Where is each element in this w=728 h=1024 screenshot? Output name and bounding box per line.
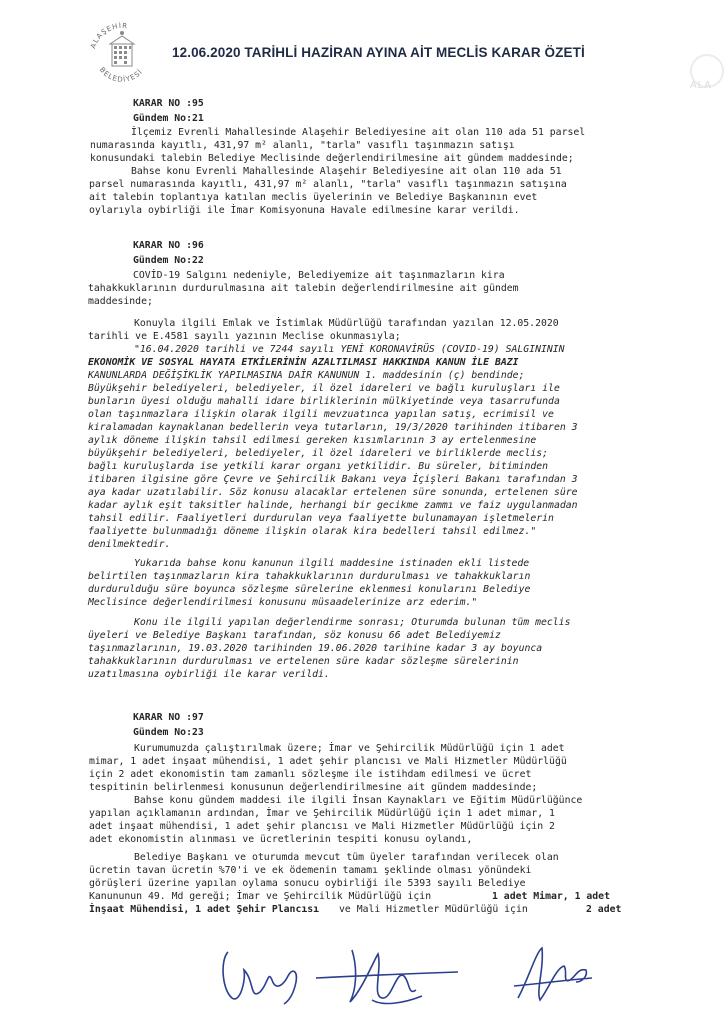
watermark-text: ALA [690, 80, 712, 91]
text-line: parsel numarasında kayıtlı, 431,97 m² alanlı, "tarla" vasıflı taşınmazın satışına [89, 179, 567, 190]
text-line: mimar, 1 adet inşaat mühendisi, 1 adet şehir plancısı ve Mali Hizmetler Müdürlüğü [89, 756, 567, 767]
text-line: kadar aylık eşit taksitler halinde, herhangi bir gecikme zammı ve faiz uygulanmadan [88, 500, 578, 511]
text-line: tespitinin belirlenmesi konusunun değerlendirilmesine ait gündem maddesinde; [89, 782, 538, 793]
signature-2 [312, 940, 462, 1020]
text-line: tarihli ve E.4581 sayılı yazının Meclise okunmasıyla; [88, 331, 401, 342]
text-line: yapılan açıklamanın ardından, İmar ve Şehircilik Müdürlüğü için 1 adet mimar, 1 [89, 808, 555, 819]
svg-text:ALAŞEHİR: ALAŞEHİR [89, 21, 129, 50]
text-line: numarasında kayıtlı, 431,97 m² alanlı, "tarla" vasıflı taşınmazın satışı [90, 140, 515, 151]
text-line: EKONOMİK VE SOSYAL HAYATA ETKİLERİNİN AZALTILMASI HAKKINDA KANUN İLE BAZI [88, 357, 519, 368]
text-line: oylarıyla oybirliği ile İmar Komisyonuna Havale edilmesine karar verildi. [89, 205, 520, 216]
karar-no-95: KARAR NO :95 [133, 98, 204, 109]
text-line: aya kadar uzatılabilir. Söz konusu alacaklar ertelenen süre sonunda, ertelenen süre [88, 487, 578, 498]
svg-text:BELEDİYESİ: BELEDİYESİ [97, 65, 145, 84]
gundem-no-23: Gündem No:23 [133, 727, 204, 738]
text-line: İlçemiz Evrenli Mahallesinde Alaşehir Belediyesine ait olan 110 ada 51 parsel [131, 127, 586, 138]
signature-3 [506, 940, 596, 1020]
text-line: faaliyette bulunmadığı döneme ilişkin olarak kira bedelleri tahsil edilmez." [88, 526, 537, 537]
gundem-no-22: Gündem No:22 [133, 255, 204, 266]
bold-text: İnşaat Mühendisi, 1 adet Şehir Plancısı [89, 904, 320, 915]
signature-1 [210, 940, 310, 1020]
text-line: bunların üyesi olduğu mahalli idare birliklerinin mülkiyetinde veya tasarrufunda [88, 396, 560, 407]
text-line: tahsil edilir. Faaliyetleri durdurulan veya faaliyette bulunamayan işletmelerin [88, 513, 554, 524]
page-title: 12.06.2020 TARİHLİ HAZİRAN AYINA AİT MECLİS KARAR ÖZETİ [172, 45, 585, 60]
text-line: Yukarıda bahse konu kanunun ilgili maddesine istinaden ekli listede [134, 558, 530, 569]
text-line: üyeleri ve Belediye Başkanı tarafından, söz konusu 66 adet Belediyemiz [88, 630, 501, 641]
text-line: Bahse konu gündem maddesi ile ilgili İnsan Kaynakları ve Eğitim Müdürlüğünce [134, 795, 583, 806]
text-line: adet inşaat mühendisi, 1 adet şehir plancısı ve Mali Hizmetler Müdürlüğü için 2 [89, 821, 555, 832]
text-line: adet ekonomistin alınması ve ücretlerinin tespiti konusu oylandı, [89, 834, 473, 845]
text-line: durdurulduğu süre boyunca sözleşme sürelerine eklenmesi konularını Belediye [88, 584, 531, 595]
text-line: "16.04.2020 tarihli ve 7244 sayılı YENİ KORONAVİRÜS (COVID-19) SALGINININ [134, 344, 565, 355]
text-line: aylık döneme ilişkin tahsil edilmesi gereken kısımlarının 3 ay ertelenmesine [88, 435, 537, 446]
text-line: Konu ile ilgili yapılan değerlendirme sonrası; Oturumda bulunan tüm meclis [134, 617, 571, 628]
text-line: bağlı kuruluşlarda ise yetkili karar organı yetkilidir. Bu süreler, bitiminden [88, 461, 549, 472]
karar-no-97: KARAR NO :97 [133, 712, 204, 723]
text-line: uzatılmasına oybirliği ile karar verildi. [88, 669, 330, 680]
bold-text: 1 adet Mimar, 1 adet [492, 891, 610, 902]
text-line: tahakkuklarının durdurulmasına ait talebin değerlendirilmesine ait gündem [88, 283, 519, 294]
text-line: Kanununun 49. Md gereği; İmar ve Şehircilik Müdürlüğü için [89, 891, 432, 902]
karar-no-96: KARAR NO :96 [133, 240, 204, 251]
text-line: Belediye Başkanı ve oturumda mevcut tüm üyeler tarafından verilecek olan [134, 852, 559, 863]
text-line: ait talebin toplantıya katılan meclis üyelerinin ve Belediye Başkanının evet [89, 192, 538, 203]
gundem-no-21: Gündem No:21 [133, 113, 204, 124]
text-line: Kurumumuzda çalıştırılmak üzere; İmar ve Şehircilik Müdürlüğü için 1 adet [134, 743, 565, 754]
text-line: tahakkuklarının durdurulması ve ertelenen süre kadar sözleşme sürelerinin [88, 656, 519, 667]
text-line: COVİD-19 Salgını nedeniyle, Belediyemize ait taşınmazların kira [133, 270, 505, 281]
text-line: denilmektedir. [88, 539, 171, 550]
text-line: Büyükşehir belediyeleri, belediyeler, il özel idareleri ve bağlı kuruluşları ile [88, 383, 560, 394]
text-line: olan taşınmazlara ilişkin olarak ilgili mevzuatınca yapılan satış, ecrimisil ve [88, 409, 554, 420]
bold-text: 2 adet [586, 904, 622, 915]
text-line: belirtilen taşınmazların kira tahakkuklarının durdurulması ve tahakkukların [88, 571, 531, 582]
text-line: konusundaki talebin Belediye Meclisinde değerlendirilmesine ait gündem maddesinde; [90, 153, 574, 164]
text-line: görüşleri üzerine yapılan oylama sonucu oybirliği ile 5393 sayılı Belediye [89, 878, 526, 889]
text-line: taşınmazlarının, 19.03.2020 tarihinden 19.06.2020 tarihine kadar 3 ay boyunca [88, 643, 543, 654]
text-line: Bahse konu Evrenli Mahallesinde Alaşehir Belediyesine ait olan 110 ada 51 [131, 166, 562, 177]
text-line: Konuyla ilgili Emlak ve İstimlak Müdürlüğü tarafından yazılan 12.05.2020 [134, 318, 559, 329]
text-line: kiralamadan kaynaklanan bedellerin veya tutarların, 19/3/2020 tarihinden itibaren 3 [88, 422, 578, 433]
text-line: için 2 adet ekonomistin tam zamanlı sözleşme ile istihdam edilmesi ve ücret [89, 769, 532, 780]
text-line: KANUNLARDA DEĞİŞİKLİK YAPILMASINA DAİR KANUNUN 1. maddesinin (ç) bendinde; [88, 370, 525, 381]
municipality-logo [82, 16, 162, 96]
text-line: ücretin tavan ücretin %70'i ve ek ödemenin tamamı şeklinde olması yönündeki [89, 865, 532, 876]
text-line: itibaren ilgisine göre Çevre ve Şehircilik Bakanı veya İçişleri Bakanı tarafından 3 [88, 474, 578, 485]
text-line: ve Mali Hizmetler Müdürlüğü için [339, 904, 528, 915]
text-line: büyükşehir belediyeleri, belediyeler, il özel idareleri ve birliklerde meclis; [88, 448, 549, 459]
text-line: Meclisince değerlendirilmesi konusunu müsaadelerinize arz ederim." [88, 597, 478, 608]
text-line: maddesinde; [88, 296, 153, 307]
